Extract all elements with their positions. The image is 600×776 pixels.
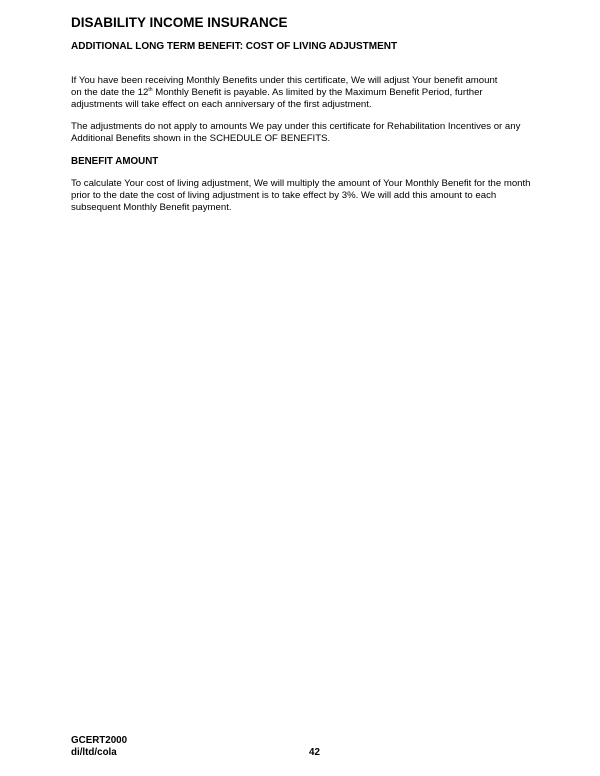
form-code: GCERT2000 [71,735,128,746]
ordinal-suffix: th [148,86,153,93]
paragraph-line [71,87,551,99]
footer-form-identifier [71,735,127,759]
paragraph-line: If You have been receiving Monthly Benefits under this certificate, We will adjust Your benefit amount [71,75,498,86]
page-number: 42 [309,747,320,758]
benefit-amount-heading: BENEFIT AMOUNT [71,156,159,167]
paragraph-benefit-calculation [71,178,551,214]
form-id: di/ltd/cola [71,747,117,758]
paragraph-adjustment-intro [71,75,551,111]
paragraph-adjustment-exclusions [71,121,551,145]
document-title: DISABILITY INCOME INSURANCE [71,15,288,30]
paragraph-line: subsequent Monthly Benefit payment. [71,202,232,213]
document-subtitle: ADDITIONAL LONG TERM BENEFIT: COST OF LIVING ADJUSTMENT [71,41,398,52]
paragraph-line: prior to the date the cost of living adjustment is to take effect by 3%. We will add this amount to each [71,190,497,201]
paragraph-line: Additional Benefits shown in the SCHEDULE OF BENEFITS. [71,133,331,144]
text-run: on the date the 12 [71,87,149,98]
paragraph-line: The adjustments do not apply to amounts We pay under this certificate for Rehabilitation Incentives or any [71,121,521,132]
paragraph-line: adjustments will take effect on each anniversary of the first adjustment. [71,99,372,110]
paragraph-line: To calculate Your cost of living adjustment, We will multiply the amount of Your Monthly Benefit for the month [71,178,531,189]
text-run: Monthly Benefit is payable. As limited by the Maximum Benefit Period, further [152,87,483,98]
